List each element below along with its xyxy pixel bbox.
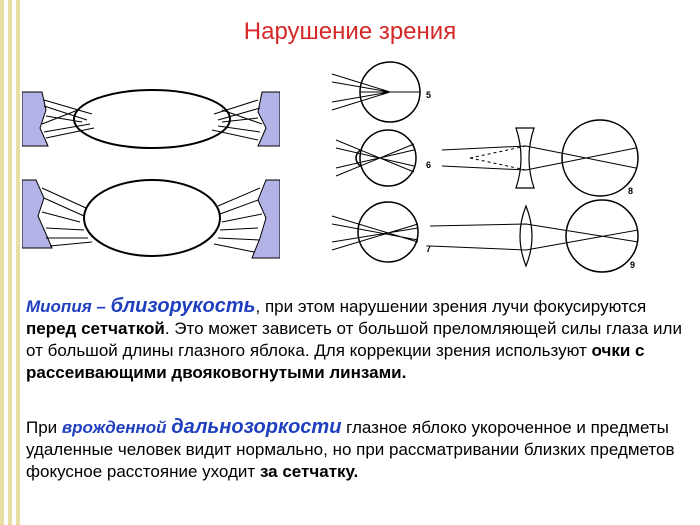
bold-segment: за сетчатку. bbox=[259, 462, 359, 481]
term-nearsightedness: близорукость bbox=[110, 295, 256, 317]
text-segment: , при этом нарушении зрения лучи фокусируются bbox=[255, 297, 647, 316]
label-6: 6 bbox=[426, 160, 432, 170]
term-myopia: Миопия – bbox=[26, 297, 111, 316]
eye-ray-diagrams bbox=[330, 60, 650, 275]
strip-line bbox=[12, 0, 16, 525]
eye-diagram-9 bbox=[430, 200, 638, 272]
term-congenital: врожденной bbox=[61, 418, 172, 437]
slide-title: Нарушение зрения bbox=[243, 18, 457, 45]
bold-segment: перед сетчаткой bbox=[26, 319, 165, 338]
strip-line bbox=[4, 0, 8, 525]
text-segment: . Это может зависеть от большой преломляющей силы глаза или от большой длины глазного яблока. Для коррекции зрения используют bbox=[26, 319, 682, 360]
lens-top bbox=[22, 90, 280, 148]
label-5: 5 bbox=[426, 90, 432, 100]
decorative-side-strip bbox=[0, 0, 20, 525]
eye-diagram-5 bbox=[332, 62, 431, 122]
myopia-paragraph bbox=[26, 295, 690, 384]
lens-diagram-left bbox=[22, 88, 280, 274]
label-7: 7 bbox=[426, 244, 432, 254]
eye-diagram-7 bbox=[332, 202, 431, 262]
term-farsightedness: дальнозоркости bbox=[171, 416, 342, 438]
lens-bottom bbox=[22, 180, 280, 258]
label-9: 9 bbox=[630, 260, 636, 270]
hyperopia-paragraph bbox=[26, 416, 690, 483]
eye-diagram-8 bbox=[442, 120, 638, 196]
text-segment: При bbox=[26, 418, 62, 437]
eye-diagram-6 bbox=[336, 130, 431, 186]
text-segment: глазное яблоко укороченное и предметы удаленные человек видит нормально, но при рассматривании близких предметов фокусное расстояние уходит bbox=[26, 418, 675, 481]
bold-segment: очки с рассеивающими двояковогнутыми линзами. bbox=[26, 341, 645, 382]
label-8: 8 bbox=[628, 186, 634, 196]
